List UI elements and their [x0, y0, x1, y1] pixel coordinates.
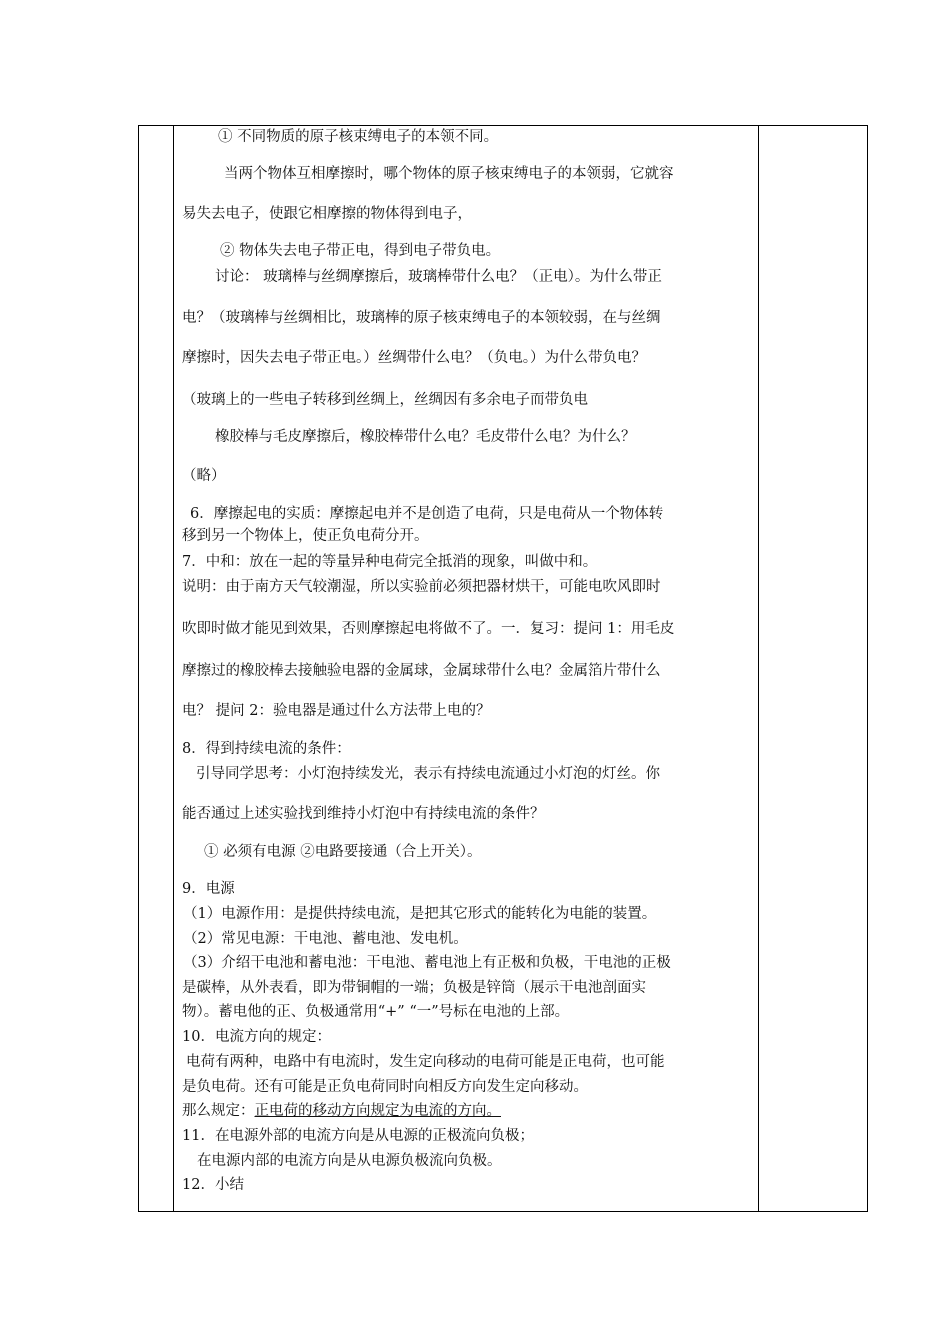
text-line: 物）。蓄电他的正、负极通常用“+” “一”号标在电池的上部。: [182, 1004, 570, 1020]
text-line: 摩擦时，因失去电子带正电。）丝绸带什么电？（负电。）为什么带负电？: [182, 350, 646, 366]
text-line: （3）介绍干电池和蓄电池：干电池、蓄电池上有正极和负极，干电池的正极: [183, 955, 671, 971]
text-line: 摩擦过的橡胶棒去接触验电器的金属球，金属球带什么电？金属箔片带什么: [182, 663, 661, 679]
text-line: 6．摩擦起电的实质：摩擦起电并不是创造了电荷，只是电荷从一个物体转: [190, 506, 664, 522]
text-line: 说明：由于南方天气较潮湿，所以实验前必须把器材烘干，可能电吹风即时: [182, 579, 661, 595]
text-line: 是碳棒，从外表看，即为带铜帽的一端；负极是锌筒（展示干电池剖面实: [182, 980, 646, 996]
text-line: 引导同学思考：小灯泡持续发光，表示有持续电流通过小灯泡的灯丝。你: [196, 766, 660, 782]
text-line: 7．中和：放在一起的等量异种电荷完全抵消的现象，叫做中和。: [182, 554, 598, 570]
text-line: （1）电源作用：是提供持续电流，是把其它形式的能转化为电能的装置。: [183, 906, 657, 922]
text-line: 当两个物体互相摩擦时，哪个物体的原子核束缚电子的本领弱，它就容: [224, 166, 674, 182]
text-line: 12．小结: [182, 1177, 244, 1193]
text-line: 吹即时做才能见到效果，否则摩擦起电将做不了。一．复习：提问 1：用毛皮: [182, 621, 675, 637]
text-line: 电？（玻璃棒与丝绸相比，玻璃棒的原子核束缚电子的本领较弱，在与丝绸: [182, 310, 661, 326]
text-line: 8．得到持续电流的条件：: [182, 741, 351, 757]
text-line: 9．电源: [182, 881, 235, 897]
text-line: 电？ 提问 2：验电器是通过什么方法带上电的？: [182, 703, 491, 719]
text-line: 电荷有两种，电路中有电流时，发生定向移动的电荷可能是正电荷，也可能: [186, 1054, 665, 1070]
text-line: ① 必须有电源 ②电路要接通（合上开关）。: [204, 844, 482, 860]
text-line: 11．在电源外部的电流方向是从电源的正极流向负极；: [182, 1128, 534, 1144]
text-line: [182, 1102, 501, 1120]
text-line: （玻璃上的一些电子转移到丝绸上，丝绸因有多余电子而带负电: [182, 392, 588, 408]
text-line: 是负电荷。还有可能是正负电荷同时向相反方向发生定向移动。: [182, 1079, 588, 1095]
rule-prefix: 那么规定：: [182, 1103, 255, 1119]
text-line: 能否通过上述实验找到维持小灯泡中有持续电流的条件？: [182, 806, 545, 822]
text-line: ② 物体失去电子带正电，得到电子带负电。: [220, 243, 501, 259]
text-line: 移到另一个物体上，使正负电荷分开。: [182, 528, 429, 544]
text-line: （略）: [182, 468, 226, 484]
text-line: 橡胶棒与毛皮摩擦后，橡胶棒带什么电？毛皮带什么电？为什么？: [215, 429, 636, 445]
text-line: （2）常见电源：干电池、蓄电池、发电机。: [183, 931, 468, 947]
text-line: 10．电流方向的规定：: [182, 1029, 331, 1045]
text-line: 在电源内部的电流方向是从电源负极流向负极。: [197, 1153, 502, 1169]
text-line: 易失去电子，使跟它相摩擦的物体得到电子，: [182, 206, 472, 222]
rule-underlined: 正电荷的移动方向规定为电流的方向。: [254, 1103, 501, 1119]
text-line: ① 不同物质的原子核束缚电子的本领不同。: [218, 129, 499, 145]
text-line: 讨论： 玻璃棒与丝绸摩擦后，玻璃棒带什么电？（正电）。为什么带正: [215, 269, 662, 285]
